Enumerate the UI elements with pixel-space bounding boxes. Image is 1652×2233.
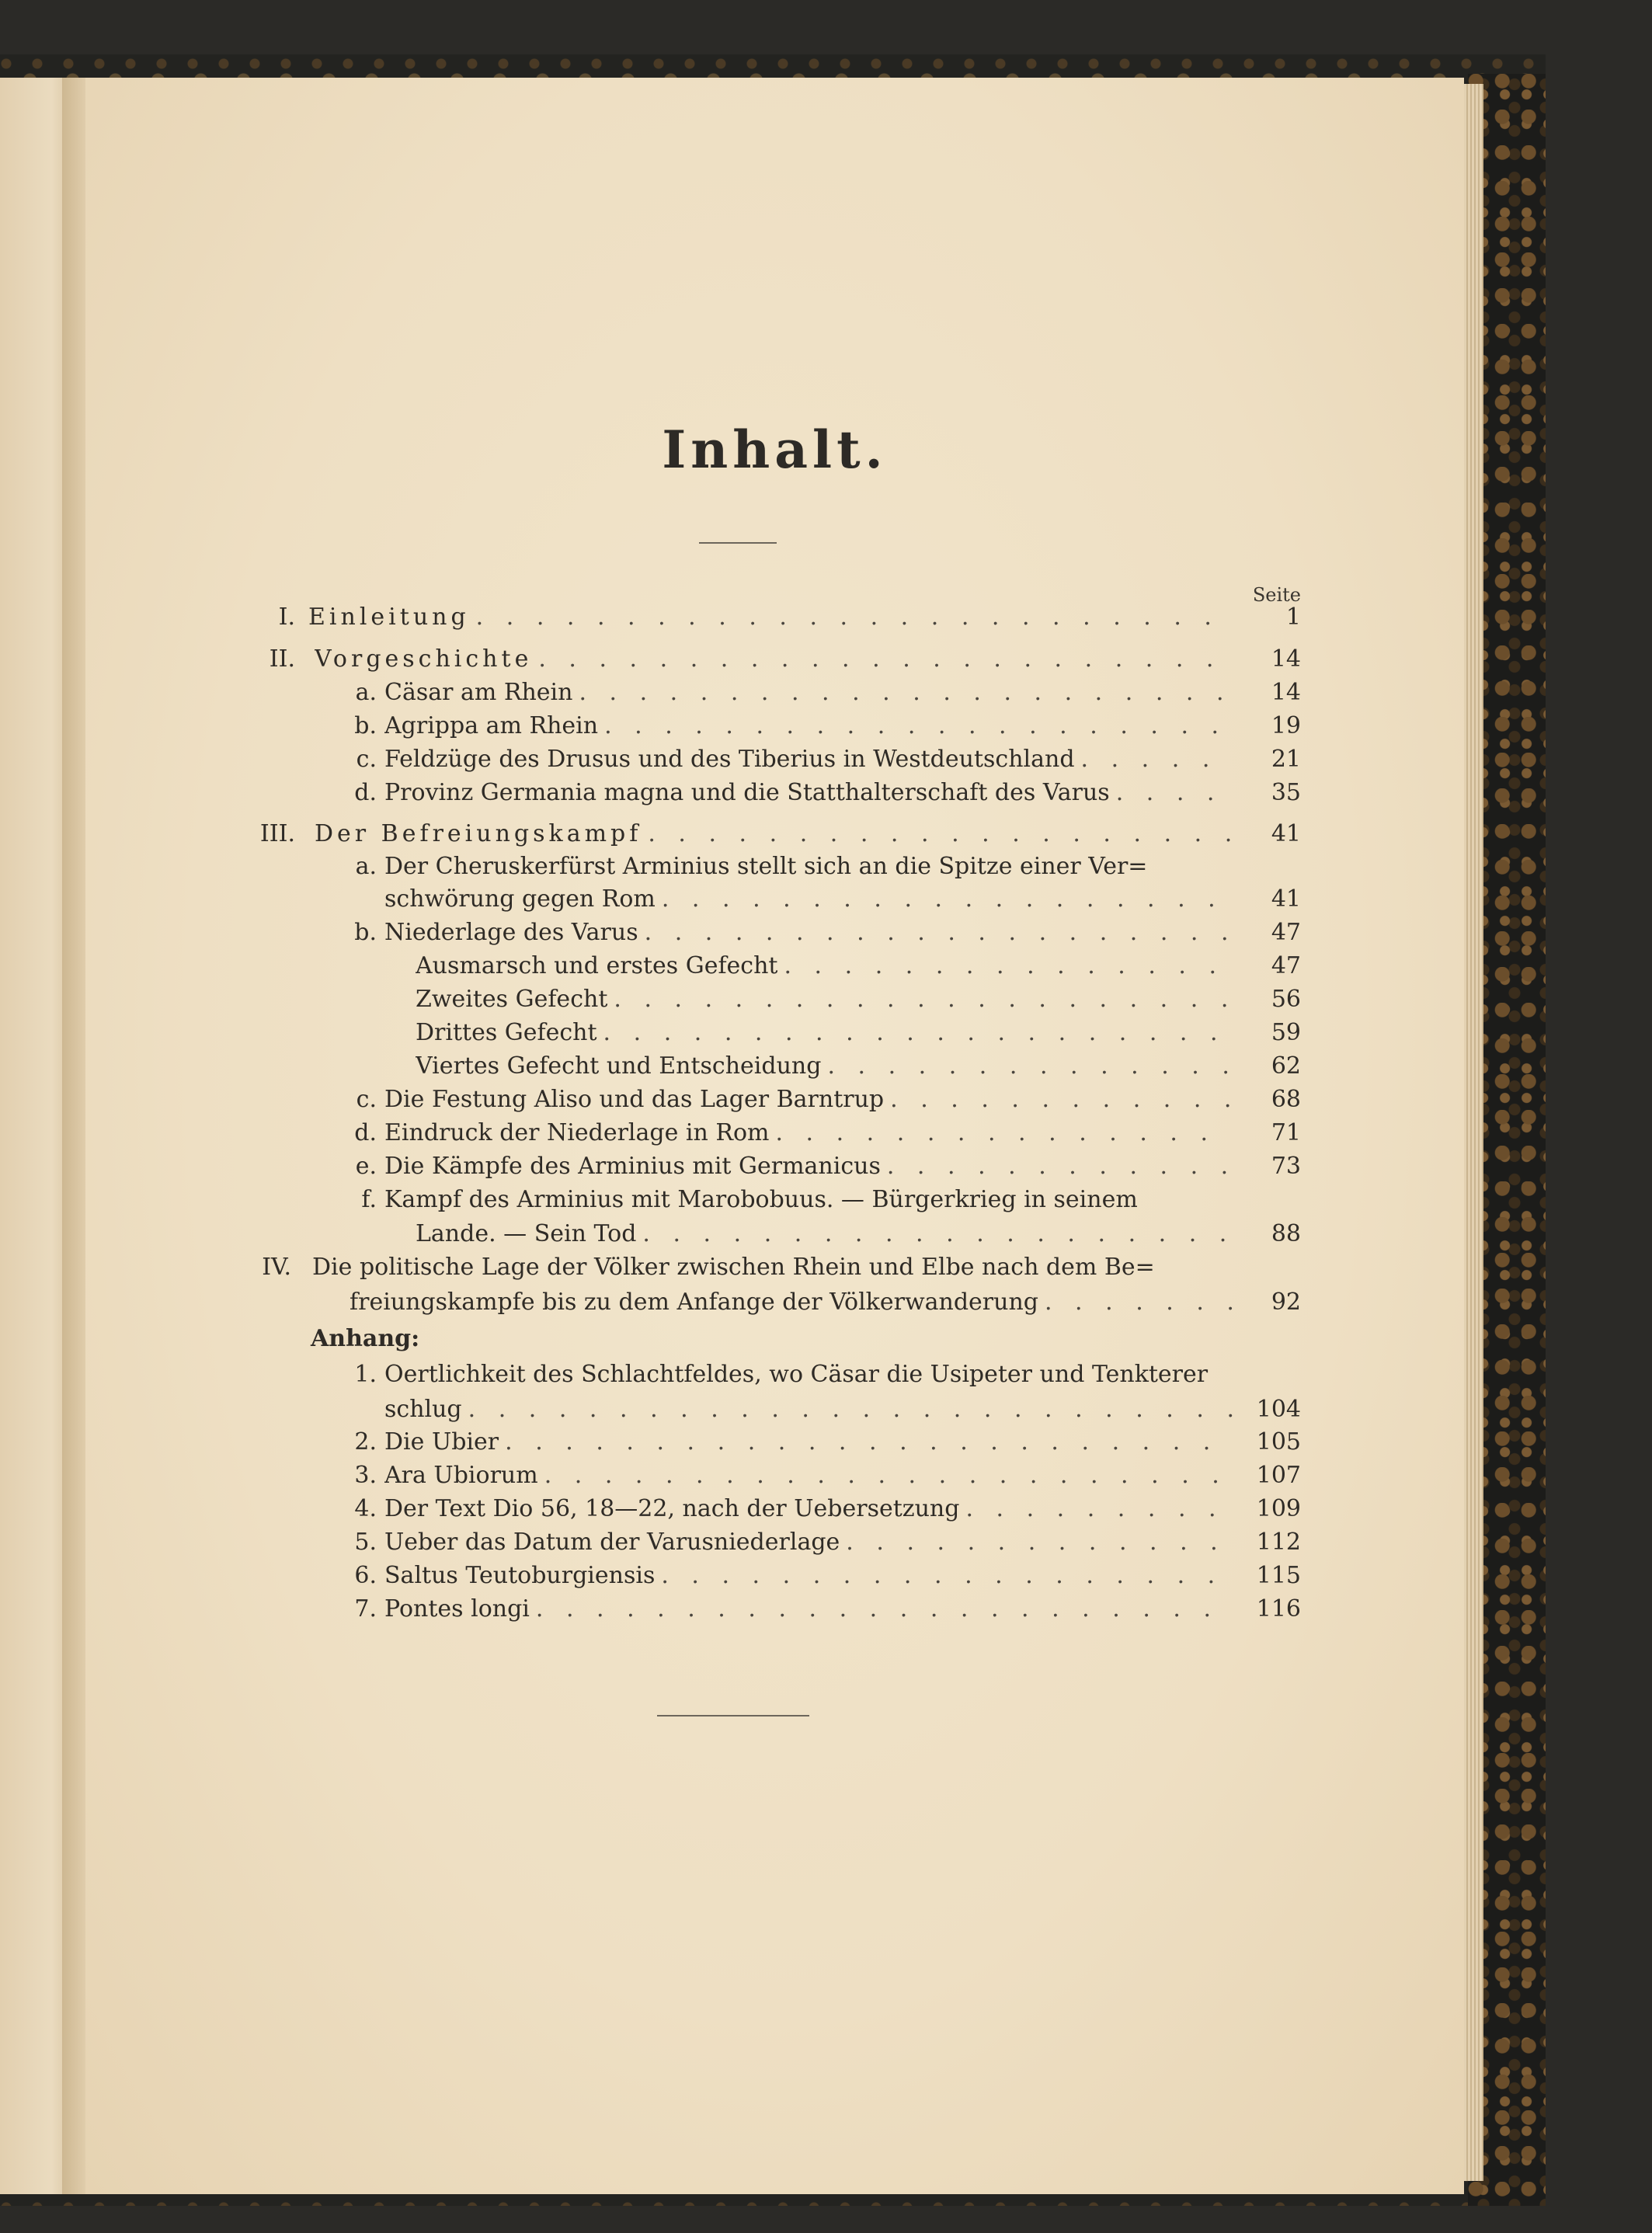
entry-label: Drittes Gefecht [416,1019,597,1046]
entry-page: 19 [1271,712,1301,739]
entry-page: 92 [1271,1289,1301,1316]
entry-page: 21 [1271,746,1301,773]
appendix-label: Anhang: [311,1325,420,1352]
entry-label: Der Text Dio 56, 18—22, nach der Uebersetzung [384,1495,960,1522]
entry-label: Die Festung Aliso und das Lager Barntrup [384,1086,885,1113]
entry-label: Der Cheruskerfürst Arminius stellt sich an die Spitze einer Ver= [384,853,1148,880]
entry-page: 68 [1271,1086,1301,1113]
entry-label: Niederlage des Varus [384,919,638,946]
entry-number: 2. [354,1428,377,1456]
entry-number: 1. [354,1361,377,1388]
entry-number: 3. [354,1462,377,1489]
entry-label: Provinz Germania magna und die Statthalterschaft des Varus [384,779,1110,806]
entry-page: 1 [1285,603,1301,631]
entry-number: III. [259,820,295,847]
page-title: Inhalt. [662,419,888,480]
entry-page: 107 [1256,1462,1301,1489]
entry-label-line [384,1494,1233,1525]
entry-label: Oertlichkeit des Schlachtfeldes, wo Cäsar die Usipeter und Tenkterer [384,1361,1209,1388]
entry-label-line [384,711,1233,742]
entry-label-continued: freiungskampfe bis zu dem Anfange der Völkerwanderung [350,1289,1038,1316]
entry-number: a. [355,853,377,880]
entry-page: 116 [1256,1595,1301,1623]
entry-label-line [308,602,1233,633]
leader-dots [470,602,1233,633]
entry-label-line [315,644,1233,675]
entry-label: Die politische Lage der Völker zwischen Rhein und Elbe nach dem Be= [312,1254,1155,1281]
entry-label: Einleitung [308,603,470,631]
entry-page: 105 [1256,1428,1301,1456]
leader-dots [462,1394,1233,1425]
entry-label: Feldzüge des Drusus und des Tiberius in Westdeutschland [384,746,1075,773]
leader-dots [598,711,1233,742]
page-column-header: Seite [1252,584,1301,606]
entry-label-line [350,1287,1233,1318]
entry-number: II. [269,645,295,673]
entry-label-line [416,1051,1233,1082]
entry-number: d. [354,779,377,806]
entry-label-line [384,1460,1233,1491]
entry-number: I. [278,603,295,631]
entry-page: 109 [1256,1495,1301,1522]
leader-dots [638,917,1233,948]
leader-dots [607,984,1233,1015]
leader-dots [881,1151,1233,1182]
leader-dots [777,951,1233,982]
entry-page: 73 [1271,1153,1301,1180]
entry-label: Der Befreiungskampf [315,820,642,847]
entry-page: 115 [1256,1562,1301,1589]
entry-label-line [384,677,1233,708]
entry-label-line [416,1017,1233,1049]
leader-dots [840,1527,1233,1558]
entry-page: 14 [1271,645,1301,673]
entry-label-line [416,984,1233,1015]
entry-label-line [384,884,1233,915]
entry-label-continued: schlug [384,1396,462,1423]
leader-dots [538,1460,1233,1491]
entry-number: IV. [262,1254,291,1281]
entry-label: Saltus Teutoburgiensis [384,1562,656,1589]
leader-dots [656,884,1233,915]
entry-label-line [384,1151,1233,1182]
entry-label-line [315,819,1233,850]
leader-dots [532,644,1233,675]
entry-label: Eindruck der Niederlage in Rom [384,1119,770,1146]
entry-number: 4. [354,1495,377,1522]
leader-dots [769,1118,1233,1149]
leader-dots [636,1219,1233,1250]
leader-dots [597,1017,1233,1049]
entry-label-continued: schwörung gegen Rom [384,885,656,913]
entry-label: Zweites Gefecht [416,986,608,1013]
entry-label: Die Kämpfe des Arminius mit Germanicus [384,1153,881,1180]
entry-label-line [384,1527,1233,1558]
entry-label-line [384,1118,1233,1149]
entry-page: 41 [1271,885,1301,913]
entry-number: c. [356,1086,377,1113]
entry-label-line [384,777,1233,809]
entry-number: f. [361,1186,377,1213]
entry-page: 47 [1271,952,1301,979]
entry-number: b. [354,712,377,739]
leader-dots [884,1084,1233,1115]
leader-dots [1075,744,1233,775]
entry-number: b. [354,919,377,946]
leader-dots [1038,1287,1233,1318]
entry-label: Viertes Gefecht und Entscheidung [416,1052,822,1080]
entry-label: Agrippa am Rhein [384,712,599,739]
entry-label-continued: Lande. — Sein Tod [416,1220,637,1247]
entry-label-line [416,1219,1233,1250]
leader-dots [959,1494,1233,1525]
leader-dots [655,1560,1233,1591]
entry-page: 14 [1271,679,1301,706]
entry-number: 5. [354,1529,377,1556]
entry-number: a. [355,679,377,706]
entry-label-line [384,1594,1233,1625]
entry-number: 7. [354,1595,377,1623]
entry-page: 71 [1271,1119,1301,1146]
entry-page: 56 [1271,986,1301,1013]
entry-page: 59 [1271,1019,1301,1046]
entry-page: 88 [1271,1220,1301,1247]
entry-number: d. [354,1119,377,1146]
entry-label: Cäsar am Rhein [384,679,573,706]
leader-dots [642,819,1233,850]
entry-label-line [384,1394,1233,1425]
contents-page [85,78,1464,2194]
entry-label: Vorgeschichte [315,645,533,673]
entry-page: 112 [1256,1529,1301,1556]
entry-number: e. [355,1153,377,1180]
entry-label: Pontes longi [384,1595,530,1623]
entry-label-line [384,1560,1233,1591]
entry-page: 35 [1271,779,1301,806]
entry-page: 47 [1271,919,1301,946]
entry-label: Ausmarsch und erstes Gefecht [416,952,778,979]
entry-number: c. [356,746,377,773]
leader-dots [572,677,1233,708]
entry-label-line [384,1427,1233,1458]
entry-label: Die Ubier [384,1428,499,1456]
entry-page: 62 [1271,1052,1301,1080]
table-of-contents [85,78,1464,2194]
end-divider [657,1715,809,1716]
entry-page: 41 [1271,820,1301,847]
entry-label: Kampf des Arminius mit Marobobuus. — Bürgerkrieg in seinem [384,1186,1138,1213]
entry-label-line [384,917,1233,948]
leader-dots [821,1051,1233,1082]
entry-label-line [384,744,1233,775]
leader-dots [499,1427,1233,1458]
entry-number: 6. [354,1562,377,1589]
leader-dots [530,1594,1233,1625]
entry-label-line [384,1084,1233,1115]
entry-page: 104 [1256,1396,1301,1423]
entry-label-line [416,951,1233,982]
entry-label: Ueber das Datum der Varusniederlage [384,1529,840,1556]
entry-label: Ara Ubiorum [384,1462,538,1489]
leader-dots [1110,777,1233,809]
